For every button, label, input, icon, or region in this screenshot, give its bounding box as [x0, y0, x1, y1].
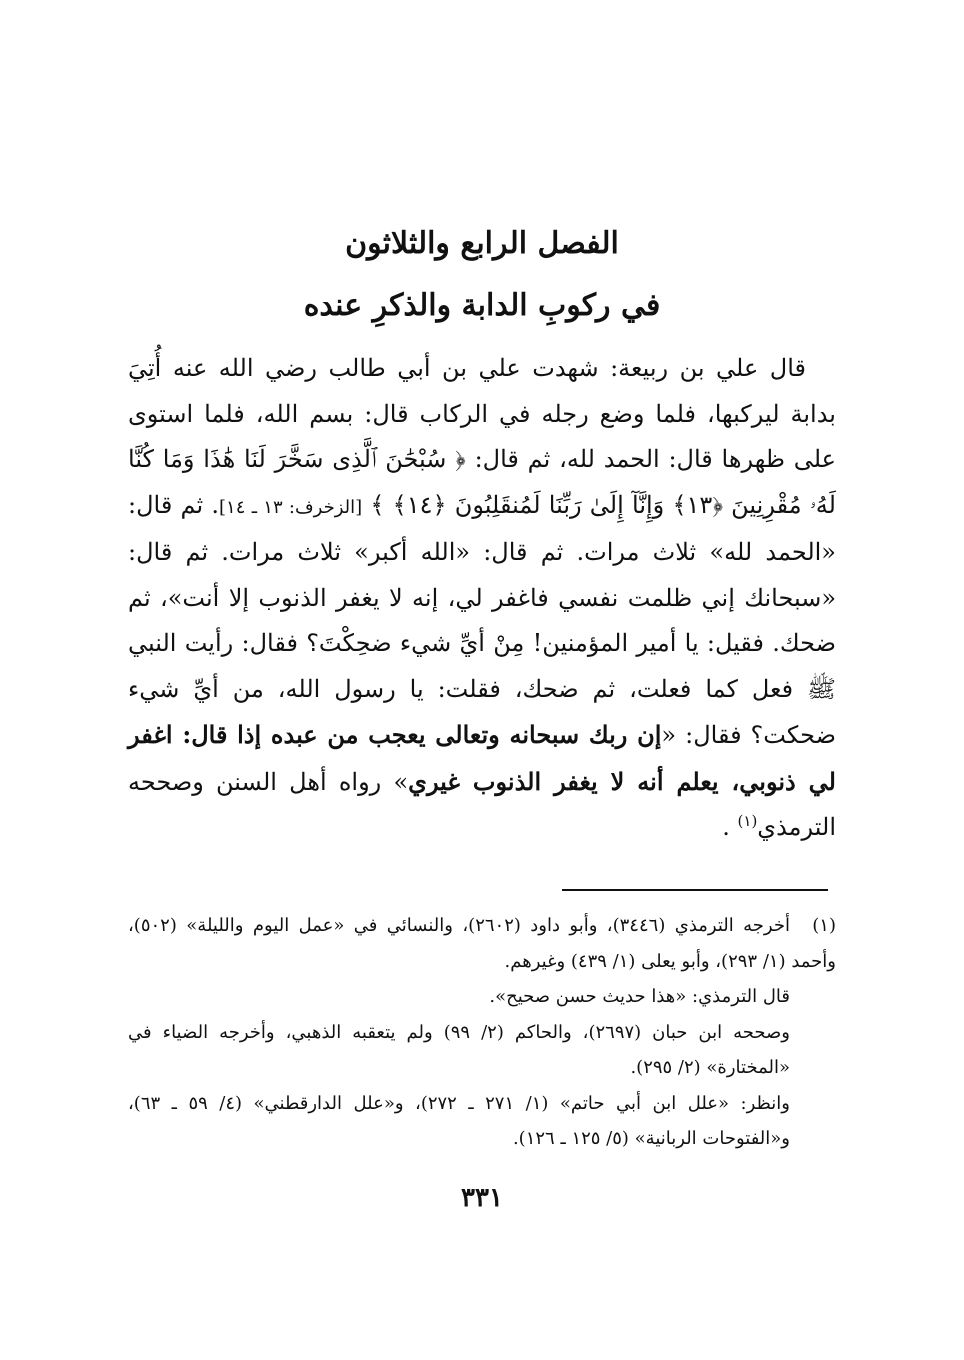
footnote-1 [128, 908, 836, 979]
footnote-line-4: وانظر: «علل ابن أبي حاتم» (١/ ٢٧١ ـ ٢٧٢)، و«علل الدارقطني» (٤/ ٥٩ ـ ٦٣)، و«الفتوحات الربانية» (٥/ ١٢٥ ـ ١٢٦). [128, 1092, 791, 1149]
footnote-line-2: قال الترمذي: «هذا حديث حسن صحيح». [489, 986, 790, 1007]
footnotes-section [128, 908, 836, 1157]
footnote-number: (١) [812, 915, 836, 936]
footnote-line-1: أخرجه الترمذي (٣٤٤٦)، وأبو داود (٢٦٠٢)، والنسائي في «عمل اليوم والليلة» (٥٠٢)، وأحمد (١/ ٢٩٣)، وأبو يعلى (١/ ٤٣٩) وغيرهم. [128, 915, 836, 972]
chapter-subtitle: في ركوبِ الدابة والذكرِ عنده [303, 288, 661, 323]
body-text-part1: قال علي بن ربيعة: شهدت علي بن أبي طالب رضي الله عنه أُتِيَ بدابة ليركبها، فلما وضع رجله في الركاب قال: بسم الله، فلما استوى على ظهرها قال: الحمد لله، ثم قال: [128, 354, 836, 473]
main-paragraph [128, 346, 836, 851]
footnote-divider [562, 889, 828, 891]
hadith-bold-text: إن ربك سبحانه وتعالى يعجب من عبده إذا قال: اغفر لي ذنوبي، يعلم أنه لا يغفر الذنوب غيري [128, 720, 836, 796]
chapter-title: الفصل الرابع والثلاثون [345, 226, 619, 261]
footnote-line-3: وصححه ابن حبان (٢٦٩٧)، والحاكم (٢/ ٩٩) ولم يتعقبه الذهبي، وأخرجه الضياء في «المختارة» (٢/ ٢٩٥). [128, 1021, 790, 1078]
body-ending: . [722, 813, 730, 841]
page-number: ٣٣١ [461, 1183, 503, 1213]
quran-reference: [الزخرف: ١٣ ـ ١٤] [219, 496, 363, 518]
body-text-part3: » رواه أهل السنن وصححه الترمذي [128, 767, 836, 841]
footnote-marker[interactable]: (١) [737, 812, 758, 830]
body-text-part2: . ثم قال: «الحمد لله» ثلاث مرات. ثم قال: «الله أكبر» ثلاث مرات. ثم قال: «سبحانك إني ظلمت نفسي فاغفر لي، إنه لا يغفر الذنوب إلا أنت»، ثم ضحك. فقيل: يا أمير المؤمنين! مِنْ أيِّ شيء ضحِكْتَ؟ فقال: رأيت النبي ﷺ فعل كما فعلت، ثم ضحك، فقلت: يا رسول الله، من أيِّ شيء ضحكت؟ فقال: « [128, 490, 836, 749]
quran-verse: ﴿ سُبْحَٰنَ ٱلَّذِى سَخَّرَ لَنَا هَٰذَا وَمَا كُنَّا لَهُۥ مُقْرِنِينَ ﴿١٣﴾ وَإِنَّآ إِلَىٰ رَبِّنَا لَمُنقَلِبُونَ ﴿١٤﴾ ﴾ [128, 445, 836, 519]
